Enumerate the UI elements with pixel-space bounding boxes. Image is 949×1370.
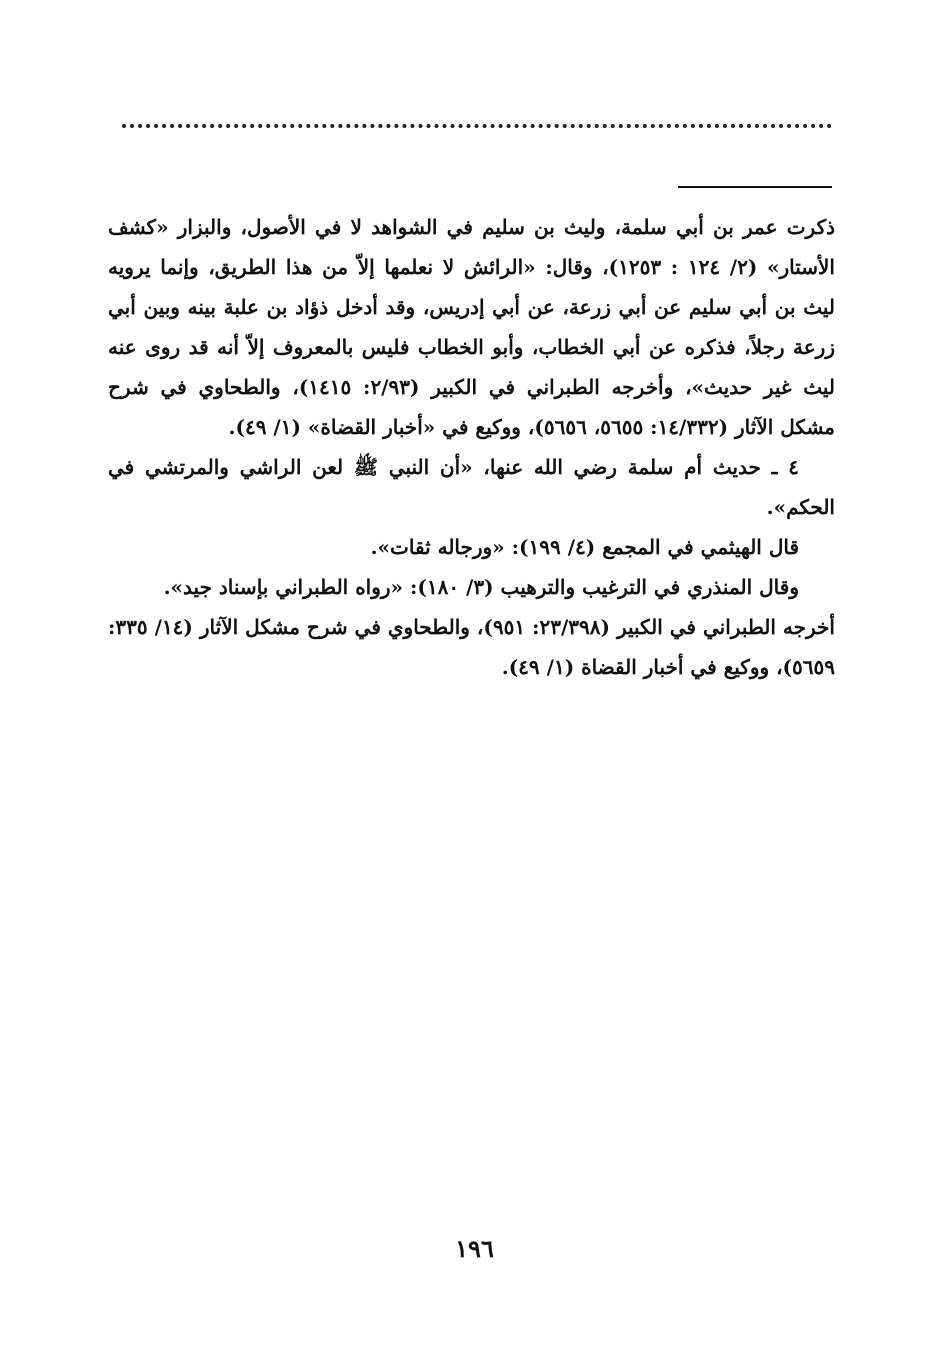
footnote-separator [678, 186, 832, 188]
page-number: ١٩٦ [455, 1234, 494, 1263]
hadith-4-paragraph: ٤ ـ حديث أم سلمة رضي الله عنها، «أن النبي ﷺ لعن الراشي والمرتشي في الحكم». [108, 455, 835, 519]
takhrij-paragraph: أخرجه الطبراني في الكبير (٢٣/٣٩٨: ٩٥١)، والطحاوي في شرح مشكل الآثار (١٤/ ٣٣٥: ٥٦٥٩)، ووكيع في أخبار القضاة (١/ ٤٩). [108, 615, 835, 679]
dotted-separator [122, 124, 832, 128]
haythami-paragraph: قال الهيثمي في المجمع (٤/ ١٩٩): «ورجاله ثقات». [370, 535, 799, 559]
continuation-paragraph: ذكرت عمر بن أبي سلمة، وليث بن سليم في الشواهد لا في الأصول، والبزار «كشف الأستار» (٢/ ١٢٤ : ١٢٥٣)، وقال: «الرائش لا نعلمها إلاّ من هذا الطريق، وإنما يرويه ليث بن أبي سليم عن أبي زرعة، عن أبي إدريس، وقد أدخل ذؤاد بن علبة بينه وبين أبي زرعة رجلاً، فذكره عن أبي الخطاب، وأبو الخطاب فليس بالمعروف إلاّ أنه قد روى عنه ليث غير حديث»، وأخرجه الطبراني في الكبير (٢/٩٣: ١٤١٥)، والطحاوي في شرح مشكل الآثار (١٤/٣٣٢: ٥٦٥٥، ٥٦٥٦)، ووكيع في «أخبار القضاة» (١/ ٤٩). [108, 215, 835, 439]
footnote-text-block [108, 207, 835, 687]
mundhiri-paragraph: وقال المنذري في الترغيب والترهيب (٣/ ١٨٠): «رواه الطبراني بإسناد جيد». [163, 575, 799, 599]
